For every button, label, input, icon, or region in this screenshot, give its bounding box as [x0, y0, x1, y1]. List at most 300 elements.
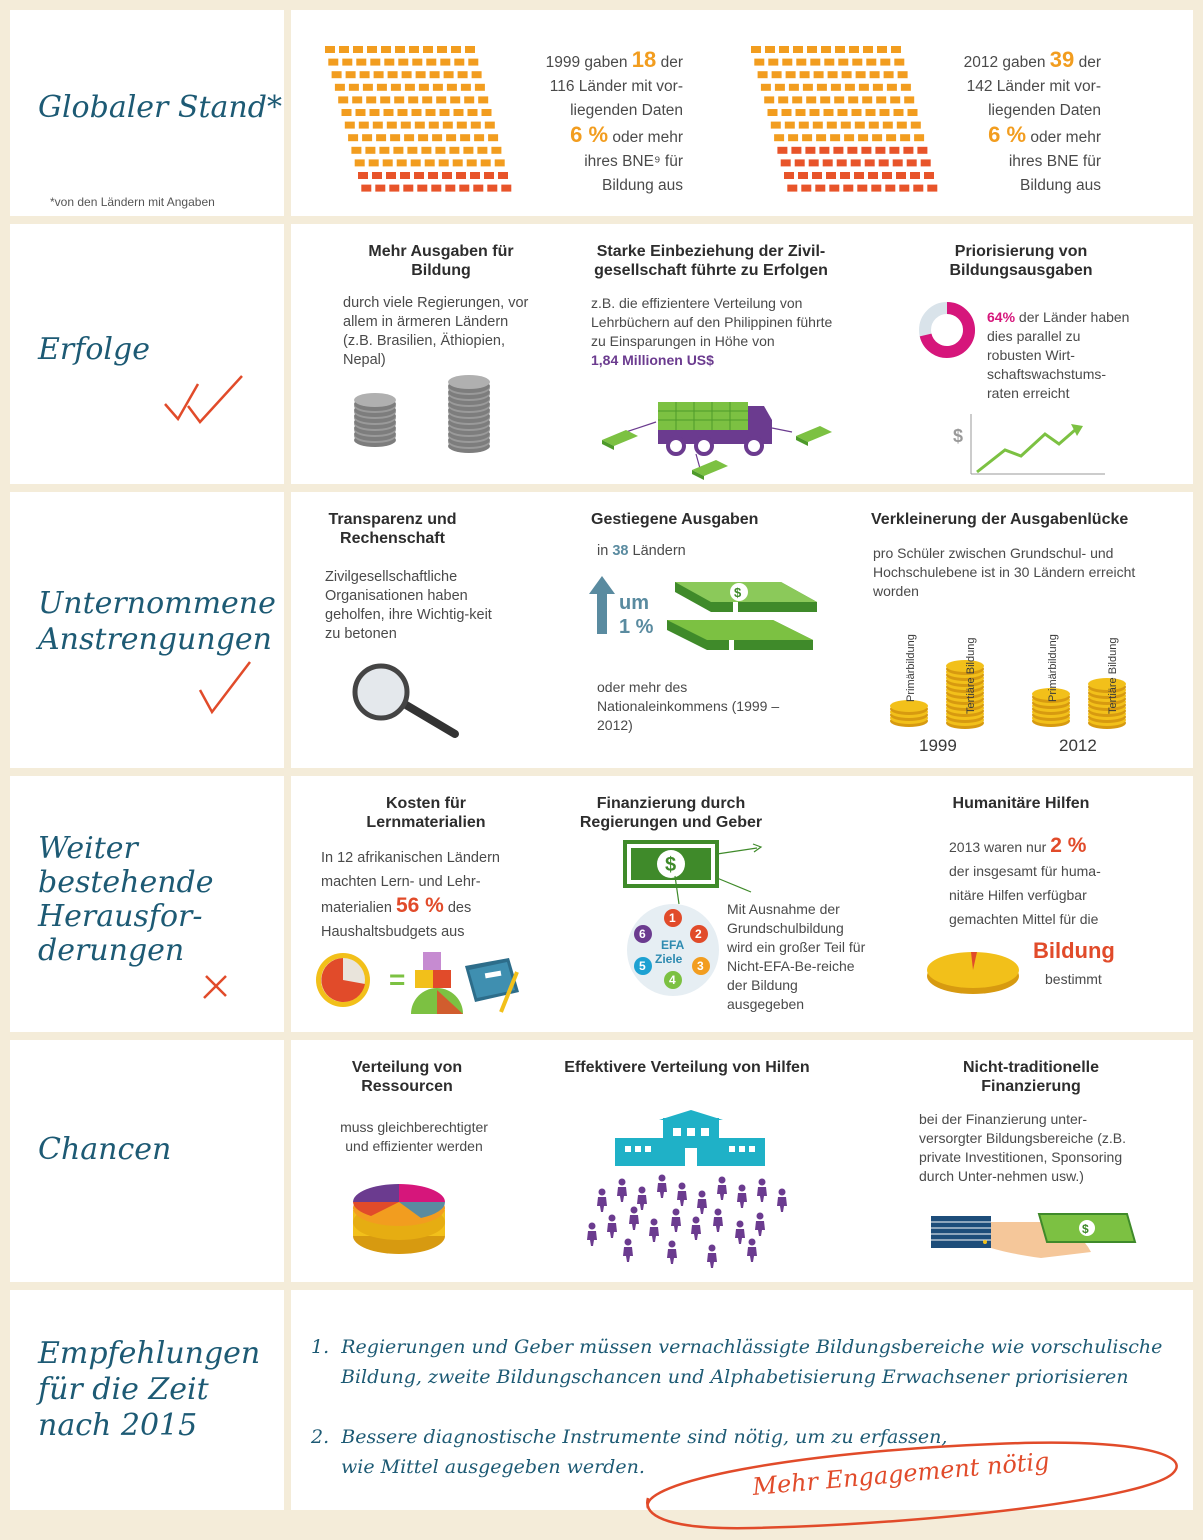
person-mark [607, 1223, 617, 1238]
bildung-big: Bildung [1033, 938, 1115, 963]
flag-mark [771, 122, 781, 129]
flag-mark [764, 96, 774, 103]
flag-mark [774, 134, 784, 141]
flag-mark [835, 46, 845, 53]
flag-mark [899, 185, 909, 192]
erfolge-col3-text: 64% der Länder haben dies parallel zu robusten Wirt-schaftswachstums-raten erreicht [987, 309, 1130, 401]
flag-mark [351, 147, 361, 154]
flag-mark [784, 172, 794, 179]
flag-mark [458, 71, 468, 78]
flags-grid-1999 [321, 42, 521, 202]
label-chancen: Chancen [38, 1132, 172, 1167]
anstrengungen-pct: 1 % [619, 616, 654, 638]
chancen-col3-title: Nicht-traditionelle Finanzierung [962, 1059, 1099, 1095]
flag-mark [782, 59, 792, 66]
label-erfolge: Erfolge [38, 332, 150, 367]
flag-mark [372, 172, 382, 179]
svg-text:3: 3 [697, 959, 704, 973]
flag-mark [820, 96, 830, 103]
person-mark [713, 1217, 723, 1232]
person-mark [735, 1229, 745, 1244]
flag-mark [454, 59, 464, 66]
person-mark [639, 1187, 646, 1194]
flag-mark [405, 84, 415, 91]
flag-mark [501, 185, 511, 192]
label-anstrengungen: Unternommene Anstrengungen [38, 586, 276, 657]
flag-mark [871, 185, 881, 192]
flag-mark [894, 59, 904, 66]
person-mark [629, 1215, 639, 1230]
flag-mark [805, 147, 815, 154]
flag-mark [375, 185, 385, 192]
flag-mark [917, 147, 927, 154]
erfolge-col2-text: z.B. die effizientere Verteilung von Lehrbüchern auf den Philippinen führte zu Einsparungen in Höhe von 1,84 Millionen US$ [591, 295, 833, 368]
flag-mark [788, 134, 798, 141]
person-mark [699, 1191, 706, 1198]
layered-pie-icon [351, 1180, 451, 1260]
herausforderungen-col3-title: Humanitäre Hilfen [952, 795, 1090, 812]
flag-mark [910, 172, 920, 179]
person-mark [757, 1187, 767, 1202]
flag-mark [815, 185, 825, 192]
flag-mark [349, 84, 359, 91]
flag-mark [431, 185, 441, 192]
erfolge-col1-text: durch viele Regierungen, vor allem in ärmeren Ländern (z.B. Brasilien, Äthiopien, Nepal) [343, 295, 529, 368]
flags-grid-2012 [747, 42, 947, 202]
global-block-2012: 2012 gaben 39 der 142 Länder mit vor- liegenden Daten 6 % oder mehr ihres BNE für Bildung aus [963, 47, 1101, 194]
flag-mark [419, 84, 429, 91]
flag-mark [826, 172, 836, 179]
herausforderungen-col2-title: Finanzierung durch Regierungen und Geber [579, 795, 763, 831]
flag-mark [809, 159, 819, 166]
flag-mark [856, 71, 866, 78]
flag-mark [803, 84, 813, 91]
flag-mark [842, 71, 852, 78]
flag-mark [369, 159, 379, 166]
person-mark [679, 1183, 686, 1190]
flag-mark [412, 109, 422, 116]
flag-mark [889, 147, 899, 154]
flag-mark [460, 134, 470, 141]
flag-mark [459, 185, 469, 192]
flag-mark [491, 147, 501, 154]
flag-mark [402, 71, 412, 78]
flag-mark [810, 59, 820, 66]
flag-mark [342, 109, 352, 116]
flag-mark [908, 109, 918, 116]
flag-mark [841, 122, 851, 129]
row-erfolge-label-cell [10, 224, 284, 484]
flag-mark [430, 71, 440, 78]
flag-mark [393, 147, 403, 154]
flag-mark [775, 84, 785, 91]
coin-stack-small-icon [353, 392, 403, 472]
flag-mark [754, 59, 764, 66]
flag-mark [439, 159, 449, 166]
flag-mark [799, 122, 809, 129]
flag-mark [432, 134, 442, 141]
flag-mark [433, 84, 443, 91]
row-herausforderungen-content-cell [291, 776, 1193, 1032]
flag-mark [816, 134, 826, 141]
flag-mark [838, 109, 848, 116]
flag-mark [831, 84, 841, 91]
svg-text:4: 4 [669, 973, 676, 987]
flag-mark [325, 46, 335, 53]
flag-mark [450, 96, 460, 103]
flag-mark [824, 59, 834, 66]
svg-text:$: $ [734, 585, 742, 600]
flag-mark [418, 134, 428, 141]
flag-mark [827, 122, 837, 129]
flag-mark [848, 96, 858, 103]
anstrengungen-col1-title: Transparenz und Rechenschaft [328, 511, 457, 547]
flag-mark [464, 96, 474, 103]
flag-mark [801, 185, 811, 192]
flag-mark [819, 147, 829, 154]
flag-mark [387, 122, 397, 129]
flag-mark [829, 185, 839, 192]
flag-mark [901, 84, 911, 91]
notebook-icon [457, 958, 527, 1018]
flag-mark [855, 122, 865, 129]
flag-mark [444, 71, 454, 78]
flag-mark [398, 109, 408, 116]
flag-mark [890, 96, 900, 103]
person-mark [587, 1231, 597, 1246]
herausforderungen-col3-text: 2013 waren nur 2 % der insgesamt für huma- nitäre Hilfen verfügbar gemachten Mittel für die [949, 834, 1101, 927]
person-mark [697, 1199, 707, 1214]
person-mark [609, 1215, 616, 1222]
chancen-col2-title: Effektivere Verteilung von Hilfen [564, 1059, 810, 1076]
flag-mark [407, 147, 417, 154]
flag-mark [862, 96, 872, 103]
person-mark [709, 1245, 716, 1252]
flag-mark [355, 159, 365, 166]
person-mark [719, 1177, 726, 1184]
flag-mark [891, 46, 901, 53]
flag-mark [768, 109, 778, 116]
flag-mark [834, 96, 844, 103]
money-stack-icon [663, 578, 823, 678]
flag-mark [897, 122, 907, 129]
flag-mark [423, 46, 433, 53]
flag-mark [789, 84, 799, 91]
flag-mark [751, 46, 761, 53]
row-anstrengungen-label-cell [10, 492, 284, 768]
hand-with-money-icon [931, 1212, 1141, 1272]
flag-mark [779, 46, 789, 53]
flag-mark [428, 172, 438, 179]
flag-mark [436, 96, 446, 103]
erfolge-col3-title: Priorisierung von Bildungsausgaben [949, 243, 1093, 279]
flag-mark [787, 185, 797, 192]
flag-mark [328, 59, 338, 66]
flag-mark [495, 159, 505, 166]
gold-coins-2012-icon [1029, 610, 1139, 730]
flag-mark [893, 159, 903, 166]
label-tertiary-2012: Tertiäre Bildung [1107, 637, 1119, 714]
flag-mark [903, 147, 913, 154]
year-1999: 1999 [919, 736, 957, 755]
flag-mark [806, 96, 816, 103]
person-mark [677, 1191, 687, 1206]
flag-mark [425, 159, 435, 166]
flag-mark [866, 59, 876, 66]
flag-mark [370, 59, 380, 66]
person-mark [737, 1193, 747, 1208]
chancen-col1-text: muss gleichberechtigter und effizienter werden [340, 1119, 488, 1154]
flag-mark [454, 109, 464, 116]
magnifier-icon [351, 662, 471, 742]
flag-mark [872, 134, 882, 141]
flag-mark [477, 147, 487, 154]
flag-mark [873, 84, 883, 91]
flag-mark [817, 84, 827, 91]
anstrengungen-col2-in: in 38 Ländern [597, 543, 686, 559]
flag-mark [367, 46, 377, 53]
flag-mark [384, 59, 394, 66]
flag-mark [384, 109, 394, 116]
flag-mark [391, 84, 401, 91]
coin-mark [448, 375, 490, 389]
flag-mark [880, 109, 890, 116]
flag-mark [353, 46, 363, 53]
flag-mark [403, 185, 413, 192]
person-mark [637, 1195, 647, 1210]
flag-mark [883, 122, 893, 129]
recommendation-2: 2. Bessere diagnostische Instrumente sind nötig, um zu erfassen, wie Mittel ausgegeben werden. [311, 1426, 948, 1478]
flag-mark [911, 122, 921, 129]
person-mark [737, 1221, 744, 1228]
flag-mark [471, 122, 481, 129]
anstrengungen-col3-text: pro Schüler zwischen Grundschul- und Hochschulebene ist in 30 Ländern erreicht worden [873, 545, 1136, 599]
herausforderungen-col3-bestimmt: bestimmt [1045, 971, 1102, 987]
flag-mark [837, 159, 847, 166]
flag-mark [886, 134, 896, 141]
flag-mark [472, 71, 482, 78]
flag-mark [468, 59, 478, 66]
person-mark [693, 1217, 700, 1224]
flag-mark [338, 96, 348, 103]
flag-mark [400, 172, 410, 179]
person-mark [597, 1197, 607, 1212]
flag-mark [852, 59, 862, 66]
flag-mark [852, 109, 862, 116]
flag-mark [342, 59, 352, 66]
anstrengungen-col2-title: Gestiegene Ausgaben [591, 511, 759, 528]
flag-mark [376, 134, 386, 141]
flag-mark [876, 96, 886, 103]
person-mark [755, 1221, 765, 1236]
equals-sign: = [389, 964, 406, 995]
flag-mark [437, 46, 447, 53]
flag-mark [786, 71, 796, 78]
flag-mark [365, 147, 375, 154]
person-mark [617, 1187, 627, 1202]
flag-mark [442, 172, 452, 179]
flag-mark [339, 46, 349, 53]
svg-text:$: $ [665, 854, 677, 876]
flag-mark [356, 59, 366, 66]
flag-mark [395, 46, 405, 53]
person-mark [673, 1209, 680, 1216]
coin-stack-large-icon [447, 374, 497, 464]
flag-mark [777, 147, 787, 154]
flag-mark [457, 122, 467, 129]
flag-mark [840, 172, 850, 179]
year-2012: 2012 [1059, 736, 1097, 755]
flag-mark [761, 84, 771, 91]
flag-mark [352, 96, 362, 103]
flag-mark [389, 185, 399, 192]
flag-mark [858, 134, 868, 141]
person-mark [691, 1225, 701, 1240]
flag-mark [907, 159, 917, 166]
flag-mark [879, 159, 889, 166]
flag-mark [362, 134, 372, 141]
person-mark [599, 1189, 606, 1196]
flag-mark [882, 172, 892, 179]
flag-mark [463, 147, 473, 154]
flag-mark [411, 159, 421, 166]
person-mark [777, 1197, 787, 1212]
flag-mark [348, 134, 358, 141]
flag-mark [785, 122, 795, 129]
person-mark [631, 1207, 638, 1214]
person-mark [659, 1175, 666, 1182]
flag-mark [792, 96, 802, 103]
flag-mark [485, 122, 495, 129]
global-block-1999: 1999 gaben 18 der 116 Länder mit vor- liegenden Daten 6 % oder mehr ihres BNE⁹ für Bildung aus [545, 47, 683, 194]
flag-mark [484, 172, 494, 179]
flag-mark [332, 71, 342, 78]
flag-mark [812, 172, 822, 179]
flag-mark [884, 71, 894, 78]
flag-mark [373, 122, 383, 129]
person-mark [747, 1247, 757, 1262]
erfolge-col1-title: Mehr Ausgaben für Bildung [368, 243, 514, 279]
person-mark [589, 1223, 596, 1230]
flag-mark [478, 96, 488, 103]
flag-mark [435, 147, 445, 154]
anstrengungen-um: um [619, 592, 649, 614]
flag-mark [426, 59, 436, 66]
flag-mark [821, 46, 831, 53]
flag-mark [828, 71, 838, 78]
flag-mark [859, 84, 869, 91]
flag-mark [453, 159, 463, 166]
flag-mark [861, 147, 871, 154]
flag-mark [849, 46, 859, 53]
flag-mark [768, 59, 778, 66]
svg-text:2: 2 [695, 927, 702, 941]
dollar-label: $ [953, 426, 964, 446]
svg-text:5: 5 [639, 959, 646, 973]
flag-mark [865, 159, 875, 166]
row-chancen-label-cell [10, 1040, 284, 1282]
flag-mark [921, 159, 931, 166]
flag-mark [398, 59, 408, 66]
flag-mark [877, 46, 887, 53]
flag-mark [487, 185, 497, 192]
person-mark [757, 1213, 764, 1220]
row-global-content-cell [291, 10, 1193, 216]
flag-mark [422, 96, 432, 103]
flag-mark [394, 96, 404, 103]
flag-mark [781, 159, 791, 166]
flag-mark [833, 147, 843, 154]
flag-mark [810, 109, 820, 116]
flag-mark [374, 71, 384, 78]
flag-mark [416, 71, 426, 78]
svg-text:6: 6 [639, 927, 646, 941]
pie-icon-56 [315, 952, 375, 1012]
herausforderungen-col1-title: Kosten für Lernmaterialien [366, 795, 486, 831]
person-mark [739, 1185, 746, 1192]
anstrengungen-col2-text: oder mehr des Nationaleinkommens (1999 – 2012) [597, 679, 780, 733]
flag-mark [366, 96, 376, 103]
label-tertiary-1999: Tertiäre Bildung [965, 637, 977, 714]
flag-mark [451, 46, 461, 53]
flag-mark [758, 71, 768, 78]
flag-mark [885, 185, 895, 192]
flag-mark [896, 172, 906, 179]
label-empfehlungen: Empfehlungen für die Zeit nach 2015 [38, 1336, 261, 1443]
row-empfehlungen-label-cell [10, 1290, 284, 1510]
row-herausforderungen-label-cell [10, 776, 284, 1032]
flag-mark [894, 109, 904, 116]
chancen-col3-text: bei der Finanzierung unter-versorgter Bildungsbereiche (z.B. private Investitionen, Sponsoring durch Unter-nehmen usw.) [919, 1111, 1126, 1184]
anstrengungen-col3-title: Verkleinerung der Ausgabenlücke [871, 511, 1129, 528]
flag-mark [370, 109, 380, 116]
person-mark [759, 1179, 766, 1186]
flag-mark [440, 109, 450, 116]
flag-mark [335, 84, 345, 91]
flag-mark [914, 134, 924, 141]
flag-mark [401, 122, 411, 129]
flag-mark [467, 159, 477, 166]
person-mark [715, 1209, 722, 1216]
flag-mark [845, 84, 855, 91]
up-arrow-icon [587, 576, 617, 636]
flag-mark [404, 134, 414, 141]
flag-mark [765, 46, 775, 53]
flag-mark [426, 109, 436, 116]
flag-mark [481, 159, 491, 166]
flag-mark [869, 122, 879, 129]
person-mark [671, 1217, 681, 1232]
flag-mark [904, 96, 914, 103]
flag-mark [796, 59, 806, 66]
flag-mark [900, 134, 910, 141]
flag-mark [800, 71, 810, 78]
flag-mark [798, 172, 808, 179]
flag-mark [898, 71, 908, 78]
svg-text:1: 1 [669, 911, 676, 925]
flag-mark [440, 59, 450, 66]
flag-mark [360, 71, 370, 78]
flag-mark [488, 134, 498, 141]
dollar-bill-icon [623, 838, 793, 898]
row-global-label-cell [10, 10, 284, 216]
flag-mark [475, 84, 485, 91]
flag-mark [778, 96, 788, 103]
flag-mark [445, 185, 455, 192]
flag-mark [791, 147, 801, 154]
people-icon [577, 1172, 817, 1262]
svg-text:$: $ [1082, 1222, 1089, 1236]
